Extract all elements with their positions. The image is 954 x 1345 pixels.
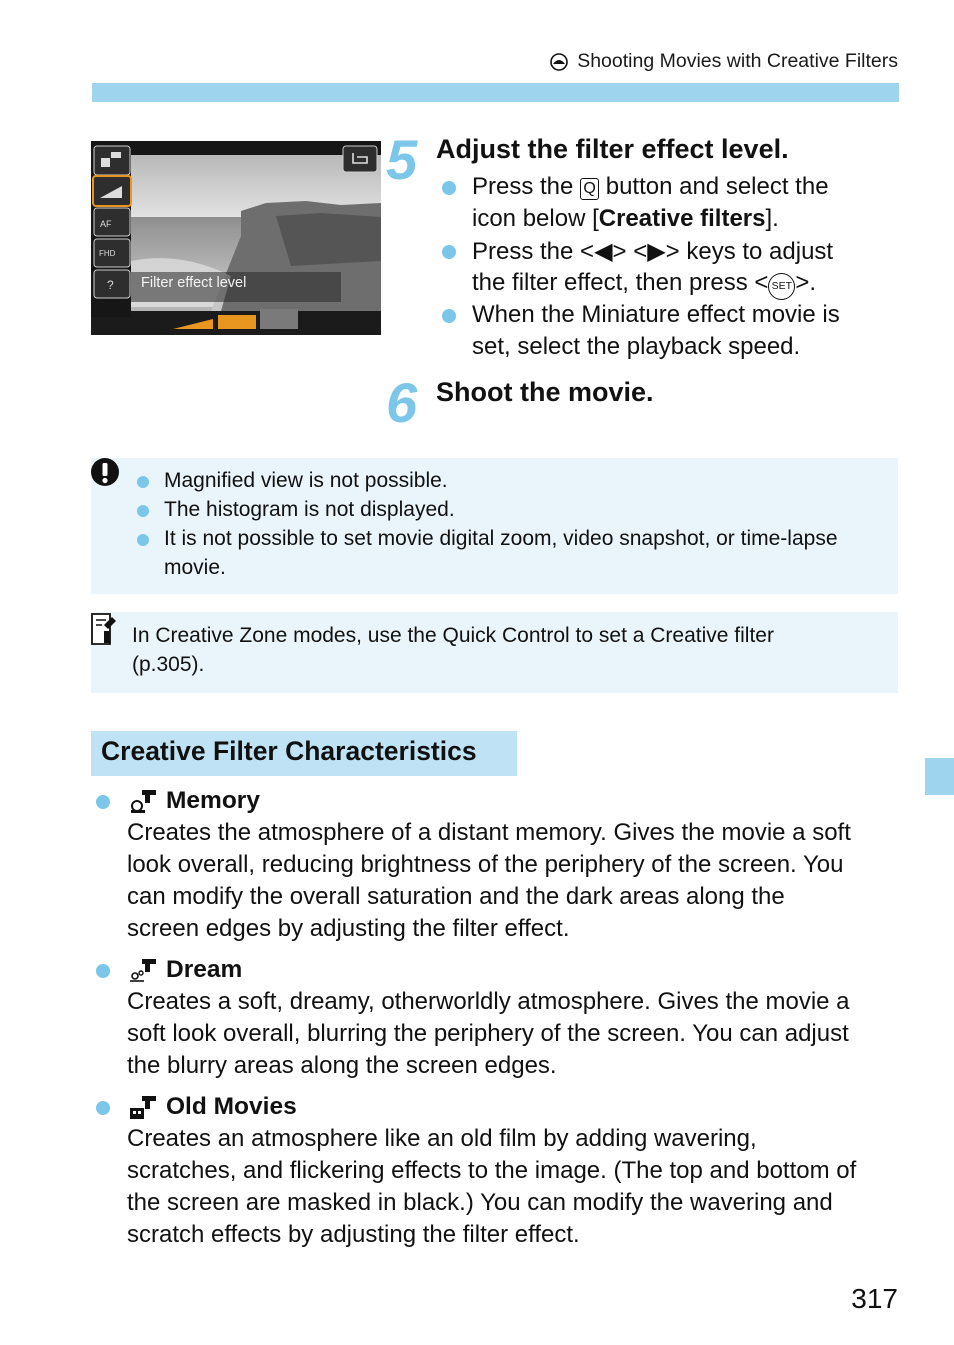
dream-desc-line: Creates a soft, dreamy, otherworldly atmosphere. Gives the movie a (127, 988, 850, 1015)
step-5-bullet-1-line-2 (472, 205, 779, 233)
bullet (96, 1101, 110, 1115)
old-movies-desc-line: the screen are masked in black.) You can modify the wavering and (127, 1189, 833, 1216)
filter-effect-level-label: Filter effect level (141, 275, 247, 291)
bullet (442, 309, 456, 323)
caution-item-2: The histogram is not displayed. (164, 498, 455, 521)
step-5-title: Adjust the filter effect level. (436, 134, 789, 164)
bullet (137, 534, 149, 546)
running-header (549, 50, 898, 73)
creative-filter-mode-icon (549, 52, 569, 72)
note-icon (90, 613, 118, 645)
header-bar (92, 83, 899, 102)
step-5-bullet-3-line-1: When the Miniature effect movie is (472, 301, 840, 328)
old-movies-desc-line: scratches, and flickering effects to the image. (The top and bottom of (127, 1157, 857, 1184)
bullet (137, 505, 149, 517)
text: ]. (765, 205, 779, 232)
step-6-title: Shoot the movie. (436, 377, 654, 407)
memory-desc-line: look overall, reducing brightness of the periphery of the screen. You (127, 851, 844, 878)
text: the filter effect, then press < (472, 269, 769, 296)
step-6-number: 6 (386, 371, 418, 434)
svg-text:?: ? (107, 278, 114, 292)
step-5-bullet-1-line-1 (472, 173, 829, 201)
dream-filter-title: Dream (166, 956, 243, 983)
dream-desc-line: soft look overall, blurring the periphery of the screen. You can adjust (127, 1020, 849, 1047)
memory-desc-line: Creates the atmosphere of a distant memory. Gives the movie a soft (127, 819, 851, 846)
step-5-bullet-3-line-2: set, select the playback speed. (472, 333, 801, 360)
bullet (96, 795, 110, 809)
page-number: 317 (851, 1283, 898, 1314)
memory-filter-icon (128, 788, 158, 814)
set-button-icon: SET (768, 273, 795, 300)
camera-screen-image (91, 141, 381, 335)
caution-icon (90, 457, 120, 487)
svg-text:AF: AF (100, 219, 112, 229)
step-5-bullet-2-line-1: Press the <◀> <▶> keys to adjust (472, 238, 834, 265)
note-line-2: (p.305). (132, 653, 205, 676)
q-button-icon: Q (580, 178, 599, 200)
old-movies-desc-line: Creates an atmosphere like an old film by adding wavering, (127, 1125, 757, 1152)
note-line-1: In Creative Zone modes, use the Quick Control to set a Creative filter (132, 624, 774, 647)
text: icon below [ (472, 205, 599, 232)
bullet (137, 476, 149, 488)
bullet (442, 181, 456, 195)
memory-desc-line: can modify the overall saturation and the dark areas along the (127, 883, 785, 910)
bullet (96, 964, 110, 978)
chapter-tab (925, 758, 954, 795)
svg-text:FHD: FHD (99, 249, 116, 258)
caution-item-3-cont: movie. (164, 556, 226, 579)
section-heading (91, 731, 517, 776)
caution-item-3: It is not possible to set movie digital zoom, video snapshot, or time-lapse (164, 527, 838, 550)
header-title: Shooting Movies with Creative Filters (577, 50, 898, 72)
text: button and select the (599, 173, 829, 200)
memory-desc-line: screen edges by adjusting the filter effect. (127, 915, 570, 942)
step-5-bullet-2-line-2 (472, 269, 816, 300)
dream-filter-icon (128, 957, 158, 983)
caution-item-1: Magnified view is not possible. (164, 469, 448, 492)
text: Press the (472, 173, 581, 200)
old-movies-desc-line: scratch effects by adjusting the filter effect. (127, 1221, 580, 1248)
section-title: Creative Filter Characteristics (101, 736, 477, 766)
step-5-number: 5 (386, 128, 418, 191)
dream-desc-line: the blurry areas along the screen edges. (127, 1052, 557, 1079)
bullet (442, 245, 456, 259)
old-movies-filter-icon (128, 1094, 158, 1120)
memory-filter-title: Memory (166, 787, 260, 814)
old-movies-filter-title: Old Movies (166, 1093, 297, 1120)
text: >. (795, 269, 817, 296)
creative-filters-bold: Creative filters (598, 205, 766, 232)
